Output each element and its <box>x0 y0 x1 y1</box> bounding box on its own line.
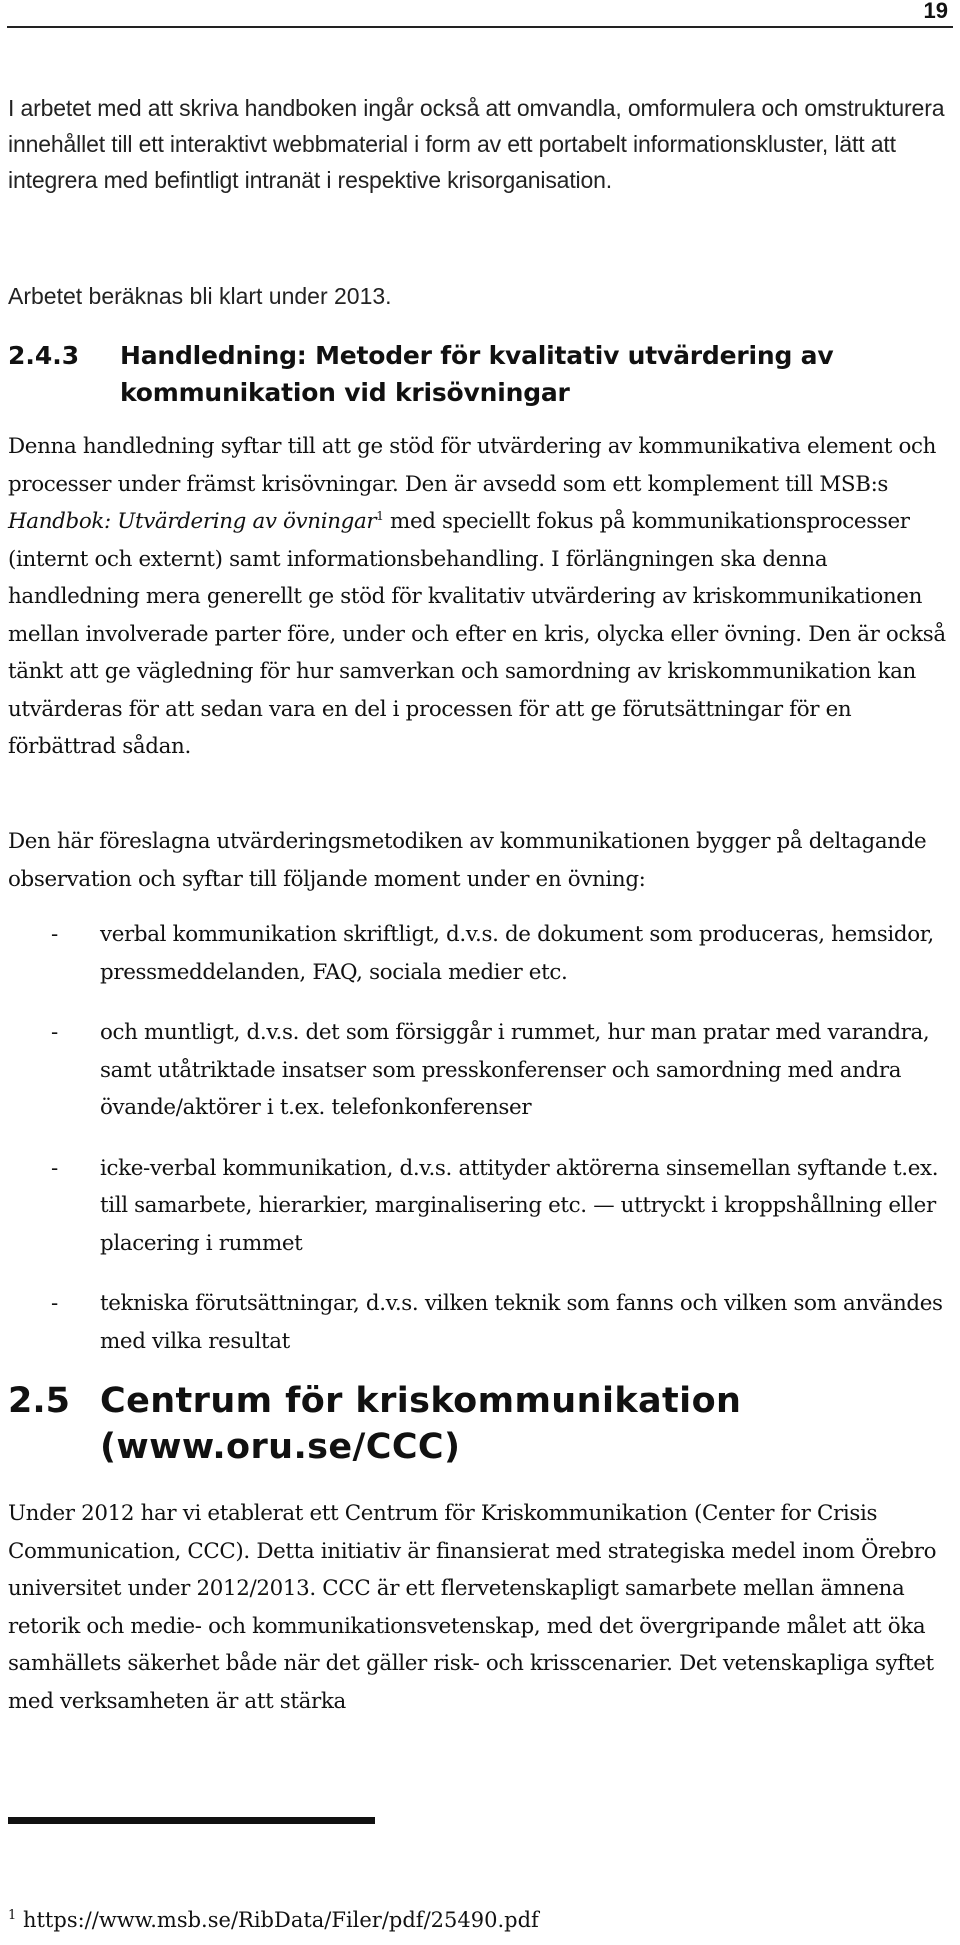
section-2-4-3-paragraph-1 <box>8 428 953 766</box>
list-dash: - <box>51 1020 58 1045</box>
list-dash: - <box>51 922 58 947</box>
list-item-text: icke-verbal kommunikation, d.v.s. attityder aktörerna sinsemellan syftande t.ex. till samarbete, hierarkier, marginalisering etc. — uttryckt i kroppshållning eller placering i rummet <box>100 1155 939 1256</box>
footnote <box>8 1905 539 1935</box>
list-item-text: tekniska förutsättningar, d.v.s. vilken teknik som fanns och vilken som användes med vilka resultat <box>100 1291 943 1354</box>
footnote-marker: 1 <box>8 1908 17 1923</box>
header-rule <box>7 26 953 28</box>
list-dash: - <box>51 1291 58 1316</box>
section-title: Handledning: Metoder för kvalitativ utvärdering av kommunikation vid krisövningar <box>120 341 834 407</box>
completion-note: Arbetet beräknas bli klart under 2013. <box>8 283 392 309</box>
list-item-text: verbal kommunikation skriftligt, d.v.s. de dokument som produceras, hemsidor, pressmeddelanden, FAQ, sociala medier etc. <box>100 922 934 985</box>
list-item-text: och muntligt, d.v.s. det som försiggår i rummet, hur man pratar med varandra, samt utåtriktade insatser som presskonferenser och samordning med andra övande/aktörer i t.ex. telefonkonferenser <box>100 1020 930 1120</box>
list-item <box>8 1285 953 1360</box>
list-item <box>8 916 953 991</box>
footnote-reference[interactable]: 1 <box>376 508 384 523</box>
intro-paragraph: I arbetet med att skriva handboken ingår också att omvandla, omformulera och omstrukturera innehållet till ett interaktivt webbmaterial i form av ett portabelt informationskluster, lätt att integrera med befintligt intranät i respektive krisorganisation. <box>8 95 945 193</box>
list-item <box>8 1150 953 1263</box>
footnote-link[interactable]: https://www.msb.se/RibData/Filer/pdf/25490.pdf <box>22 1908 539 1932</box>
evaluation-moments-list <box>8 916 953 1383</box>
handbook-title: Handbok: Utvärdering av övningar <box>8 509 377 534</box>
section-2-5-paragraph: Under 2012 har vi etablerat ett Centrum för Kriskommunikation (Center for Crisis Communication, CCC). Detta initiativ är finansierat med strategiska medel inom Örebro universitet under 2012/2013. CCC är ett flervetenskapligt samarbete mellan ämnena retorik och medie- och kommunikationsvetenskap, med det övergripande målet att öka samhällets säkerhet både när det gäller risk- och krisscenarier. Det vetenskapliga syftet med verksamheten är att stärka <box>8 1501 937 1714</box>
section-title: Centrum för kriskommunikation (www.oru.se/CCC) <box>100 1381 742 1467</box>
section-2-4-3-paragraph-2: Den här föreslagna utvärderingsmetodiken av kommunikationen bygger på deltagande observation och syftar till följande moment under en övning: <box>8 829 927 892</box>
footnote-separator <box>8 1817 375 1824</box>
section-heading-2-4-3 <box>8 337 948 411</box>
section-number: 2.4.3 <box>8 341 80 370</box>
list-dash: - <box>51 1155 58 1181</box>
list-item <box>8 1014 953 1127</box>
paragraph-text: Denna handledning syftar till att ge stöd för utvärdering av kommunikativa element och processer under främst krisövningar. Den är avsedd som ett komplement till MSB:s <box>8 434 937 497</box>
section-heading-2-5 <box>8 1378 948 1470</box>
paragraph-text: med speciellt fokus på kommunikationsprocesser (internt och externt) samt informationsbehandling. I förlängningen ska denna handledning mera generellt ge stöd för kvalitativ utvärdering av kriskommunikationen mellan involverade parter före, under och efter en kris, olycka eller övning. Den är också tänkt att ge vägledning för hur samverkan och samordning av kriskommunikation kan utvärderas för att sedan vara en del i processen för att ge förutsättningar för en förbättrad sådan. <box>8 509 946 759</box>
page-number: 19 <box>923 0 948 23</box>
section-number: 2.5 <box>8 1381 71 1421</box>
